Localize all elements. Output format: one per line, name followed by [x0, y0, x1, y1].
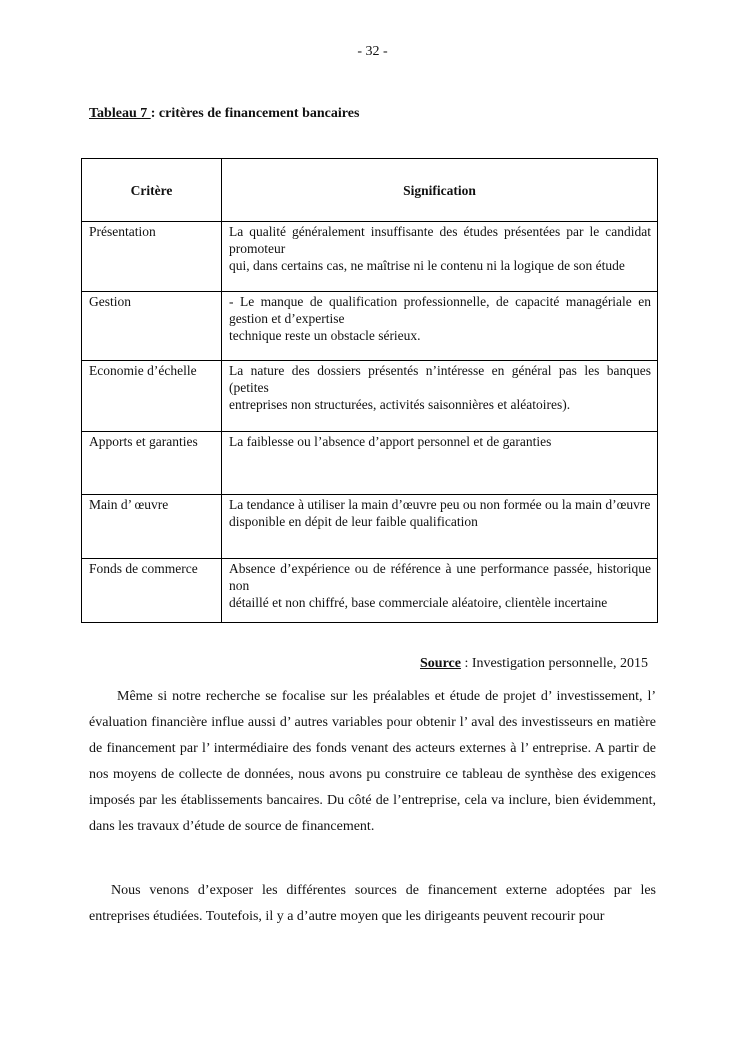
source-note [420, 656, 648, 672]
table-caption-label: Tableau 7 [89, 106, 151, 121]
table-row [82, 495, 658, 559]
signification-line: disponible en dépit de leur faible qualification [229, 514, 478, 529]
criterion-cell: Fonds de commerce [82, 559, 222, 623]
table-caption [89, 106, 359, 122]
signification-line: entreprises non structurées, activités saisonnières et aléatoires). [229, 397, 571, 412]
signification-line: La tendance à utiliser la main d’œuvre peu ou non formée ou la main d’œuvre [229, 497, 651, 512]
signification-cell [222, 559, 658, 623]
page-number: - 32 - [357, 44, 388, 59]
signification-cell [222, 495, 658, 559]
criterion-cell: Economie d’échelle [82, 361, 222, 432]
signification-line: La nature des dossiers présentés n’intéresse en général pas les banques (petites [229, 363, 651, 395]
table-caption-text: : critères de financement bancaires [150, 106, 360, 121]
table-row [82, 361, 658, 432]
source-label: Source [420, 656, 461, 671]
criterion-cell: Présentation [82, 222, 222, 292]
criterion-cell: Main d’ œuvre [82, 495, 222, 559]
table-header-row [82, 159, 658, 222]
table-row [82, 292, 658, 361]
table-row [82, 559, 658, 623]
signification-cell [222, 432, 658, 495]
criterion-cell: Gestion [82, 292, 222, 361]
table-row [82, 222, 658, 292]
signification-line: - Le manque de qualification professionnelle, de capacité managériale en gestion et d’expertise [229, 294, 651, 326]
signification-line: Absence d’expérience ou de référence à une performance passée, historique non [229, 561, 651, 593]
signification-line: technique reste un obstacle sérieux. [229, 328, 421, 343]
table-row [82, 432, 658, 495]
signification-line: détaillé et non chiffré, base commerciale aléatoire, clientèle incertaine [229, 595, 608, 610]
header-criterion: Critère [82, 159, 222, 222]
header-signification: Signification [222, 159, 658, 222]
signification-cell [222, 361, 658, 432]
signification-line: qui, dans certains cas, ne maîtrise ni le contenu ni la logique de son étude [229, 258, 625, 273]
signification-cell [222, 222, 658, 292]
source-text: : Investigation personnelle, 2015 [460, 656, 648, 671]
criteria-table [81, 158, 658, 623]
body-paragraph: Nous venons d’exposer les différentes sources de financement externe adoptées par les entreprises étudiées. Toutefois, il y a d’autre moyen que les dirigeants peuvent recourir pour [89, 883, 656, 924]
signification-line: La faiblesse ou l’absence d’apport personnel et de garanties [229, 434, 552, 449]
signification-cell [222, 292, 658, 361]
signification-line: La qualité généralement insuffisante des études présentées par le candidat promoteur [229, 224, 651, 256]
criterion-cell: Apports et garanties [82, 432, 222, 495]
body-paragraph: Même si notre recherche se focalise sur les préalables et étude de projet d’ investissement, l’ évaluation financière influe aussi d’ autres variables pour obtenir l’ aval des investisseurs en matière de financement par l’ intermédiaire des fonds venant des acteurs externes à l’ entreprise. A partir de nos moyens de collecte de données, nous avons pu construire ce tableau de synthèse des exigences imposés par les établissements bancaires. Du côté de l’entreprise, cela va inclure, bien évidemment, dans les travaux d’étude de source de financement. [89, 689, 656, 834]
